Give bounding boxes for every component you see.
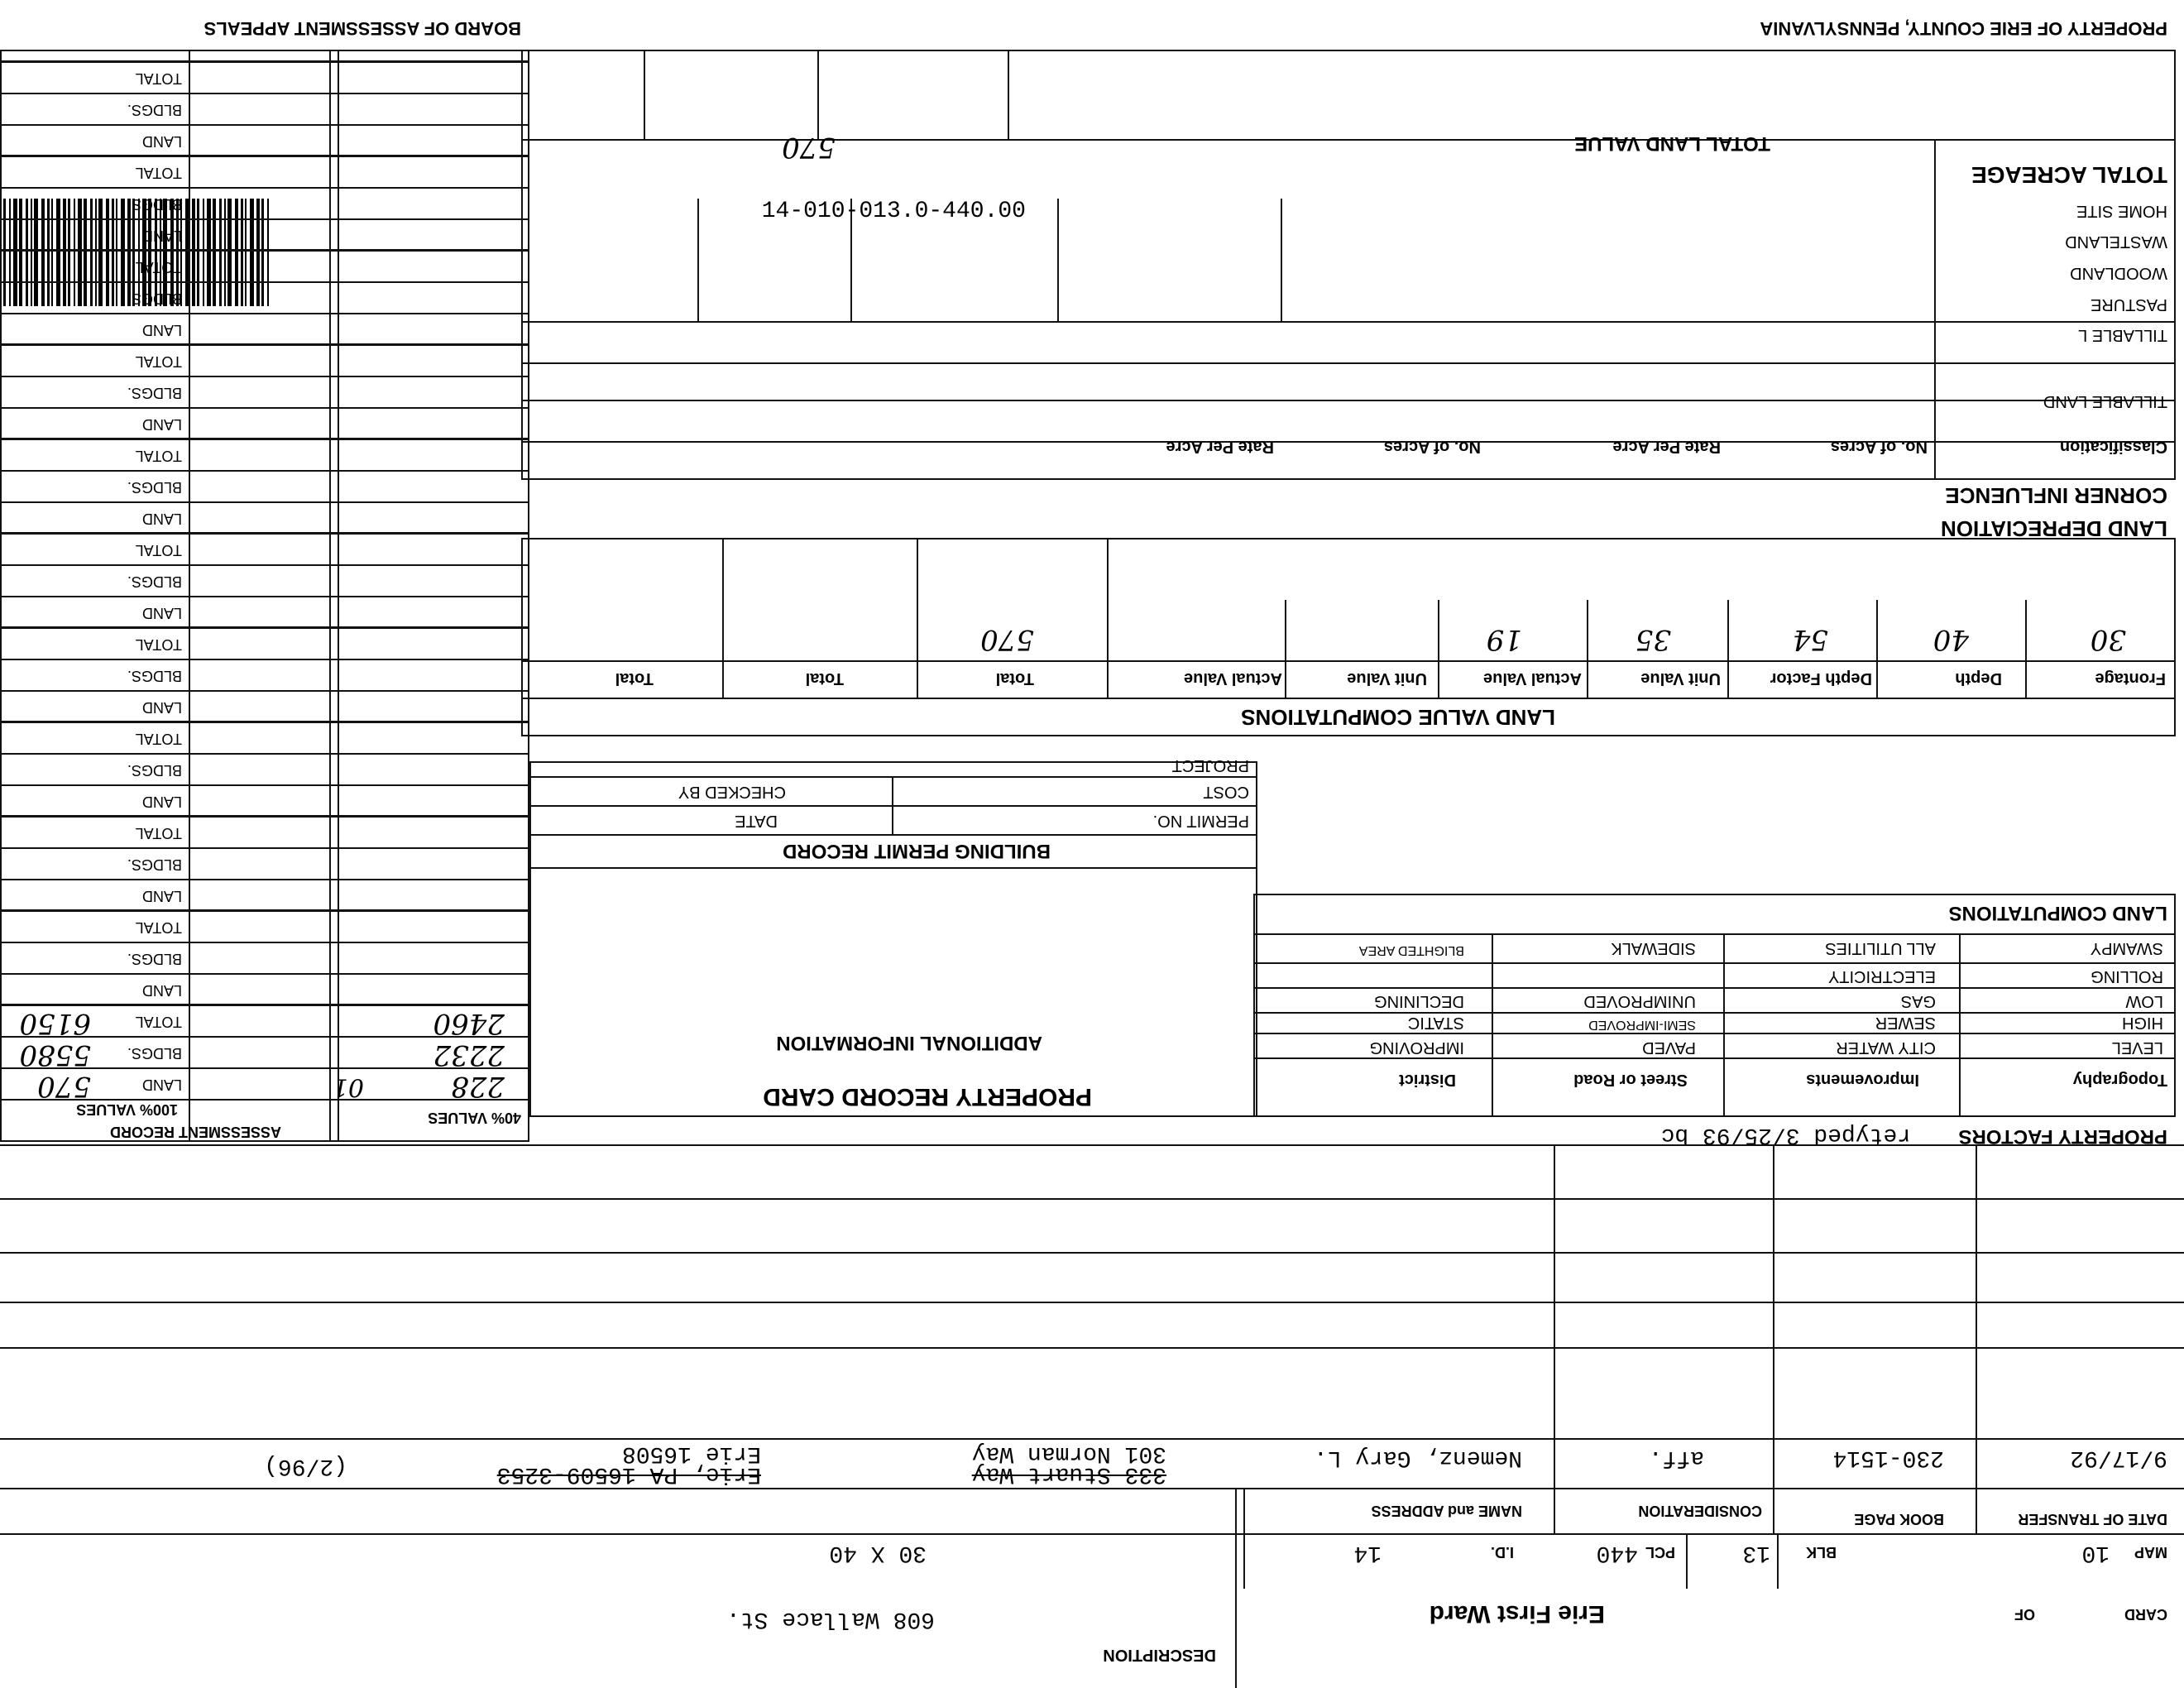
assessment-row-label: BLDGS. xyxy=(127,290,182,307)
assessment-row-label: LAND xyxy=(141,228,182,244)
blk-value: 13 xyxy=(1742,1540,1770,1566)
class-header-acres-2: No. of Acres xyxy=(1383,438,1481,456)
transfer-header-date: DATE OF TRANSFER xyxy=(2018,1511,2167,1527)
street-semi-improved: SEMI-IMPROVED xyxy=(1588,1018,1696,1032)
card-label: CARD xyxy=(2124,1606,2167,1623)
lvc-actual-value: 19 xyxy=(1486,623,1522,656)
hundred-total: 6150 xyxy=(19,1007,91,1040)
improvement-sewer: SEWER xyxy=(1875,1014,1936,1032)
assessment-row-line xyxy=(0,942,529,943)
lvc-frontage: 30 xyxy=(2090,623,2126,656)
property-factors-title: PROPERTY FACTORS xyxy=(1958,1125,2167,1148)
card-of-label: OF xyxy=(2014,1606,2035,1623)
assessment-row-line xyxy=(0,564,529,566)
assessment-row-label: TOTAL xyxy=(135,70,182,87)
acreage-tillable-l: TILLABLE L xyxy=(2078,326,2167,344)
topo-low: LOW xyxy=(2125,992,2163,1010)
district-declining: DECLINING xyxy=(1374,992,1464,1010)
hundred-land: 570 xyxy=(37,1070,91,1103)
record-card-title: PROPERTY RECORD CARD xyxy=(763,1083,1092,1110)
acreage-pasture: PASTURE xyxy=(2091,295,2167,314)
assessment-row-line xyxy=(0,313,529,314)
transfer-address-2: 333 Stuart Way xyxy=(971,1461,1166,1487)
assessment-row-line xyxy=(0,281,529,283)
lvc-depth-factor: 54 xyxy=(1792,623,1828,656)
acreage-wasteland: WASTELAND xyxy=(2065,233,2167,251)
class-header-acres-1: No. of Acres xyxy=(1830,438,1928,456)
assessment-row-label: LAND xyxy=(141,1077,182,1093)
street-sidewalk: SIDEWALK xyxy=(1611,939,1696,957)
header-right: BOARD OF ASSESSMENT APPEALS xyxy=(204,18,521,39)
form-revision: (2/96) xyxy=(264,1453,347,1479)
assessment-row-label: TOTAL xyxy=(135,542,182,559)
land-value-computations-title: LAND VALUE COMPUTATIONS xyxy=(1241,705,1555,730)
topo-high: HIGH xyxy=(2122,1014,2163,1032)
assessment-row-label: LAND xyxy=(141,511,182,527)
total-land-value-label: TOTAL LAND VALUE xyxy=(1574,132,1770,155)
transfer-book-page: 230-1514 xyxy=(1832,1445,1944,1470)
lvc-header-total-2: Total xyxy=(805,669,844,688)
assessment-row-line xyxy=(0,596,529,597)
assessment-row-line xyxy=(0,155,529,157)
transfer-date: 9/17/92 xyxy=(2070,1445,2167,1470)
permit-cost-label: COST xyxy=(1203,783,1249,801)
assessment-row-line xyxy=(0,784,529,786)
street-paved: PAVED xyxy=(1642,1038,1696,1057)
assessment-row-line xyxy=(0,93,529,94)
transfer-name: Nemenz, Gary L. xyxy=(1313,1445,1522,1470)
assessment-row-label: BLDGS. xyxy=(127,856,182,873)
acreage-woodland: WOODLAND xyxy=(2070,264,2167,282)
lot-dimensions: 30 X 40 xyxy=(829,1540,927,1566)
assessment-row-line xyxy=(0,659,529,660)
improvement-gas: GAS xyxy=(1900,992,1936,1010)
class-header-rate-2: Rate Per Acre xyxy=(1166,438,1274,456)
transfer-header-name: NAME and ADDRESS xyxy=(1371,1503,1522,1519)
pf-header-street: Street or Road xyxy=(1573,1071,1688,1089)
district-blighted-area: BLIGHTED AREA xyxy=(1358,943,1464,957)
permit-no-label: PERMIT NO. xyxy=(1152,812,1249,830)
map-value: 10 xyxy=(2081,1540,2110,1566)
assessment-row-line xyxy=(0,909,529,912)
transfer-header-consideration: CONSIDERATION xyxy=(1638,1503,1762,1519)
assessment-row-label: LAND xyxy=(141,982,182,999)
assessment-row-label: TOTAL xyxy=(135,825,182,842)
assessment-row-line xyxy=(0,626,529,629)
class-header-classification: Classification xyxy=(2059,438,2167,456)
assessment-row-line xyxy=(0,753,529,755)
assessment-row-label: TOTAL xyxy=(135,636,182,653)
assessment-row-line xyxy=(0,470,529,472)
acreage-home-site: HOME SITE xyxy=(2076,202,2167,220)
assessment-row-label: LAND xyxy=(141,605,182,621)
pcl-label: PCL xyxy=(1645,1544,1675,1561)
assessment-row-line xyxy=(0,501,529,503)
ward-name: Erie First Ward xyxy=(1429,1600,1605,1628)
assessment-row-line xyxy=(0,847,529,849)
lvc-unit-value: 35 xyxy=(1635,623,1671,656)
assessment-row-line xyxy=(0,187,529,189)
assessment-row-line xyxy=(0,376,529,377)
assessment-row-line xyxy=(0,815,529,818)
assessment-row-line xyxy=(0,438,529,440)
forty-bldgs: 2232 xyxy=(433,1038,505,1072)
assessment-row-label: BLDGS. xyxy=(127,196,182,213)
topo-level: LEVEL xyxy=(2111,1038,2163,1057)
barcode-number: 14-010-013.0-440.00 xyxy=(761,199,1026,224)
permit-date-label: DATE xyxy=(735,812,778,830)
additional-info-label: ADDITIONAL INFORMATION xyxy=(776,1032,1042,1054)
assessment-row-label: TOTAL xyxy=(135,919,182,936)
topo-swampy: SWAMPY xyxy=(2090,939,2163,957)
lvc-header-frontage: Frontage xyxy=(2095,669,2166,688)
assessment-row-label: TOTAL xyxy=(135,731,182,747)
lvc-header-actual-value-1: Actual Value xyxy=(1483,669,1582,688)
assessment-row-line xyxy=(0,343,529,346)
assessment-row-line xyxy=(0,218,529,220)
assessment-row-line xyxy=(0,60,529,63)
assessment-row-label: BLDGS. xyxy=(127,102,182,118)
improvement-city-water: CITY WATER xyxy=(1836,1038,1936,1057)
total-acreage-label: TOTAL ACREAGE xyxy=(1971,162,2167,188)
assessment-row-label: TOTAL xyxy=(135,448,182,464)
assessment-row-label: TOTAL xyxy=(135,1014,182,1030)
property-address: 608 Wallace St. xyxy=(726,1606,935,1632)
pf-header-district: District xyxy=(1399,1071,1456,1089)
pcl-value: 440 xyxy=(1596,1540,1638,1566)
forty-land: 228 xyxy=(451,1070,505,1103)
header-left: PROPERTY OF ERIE COUNTY, PENNSYLVANIA xyxy=(1760,18,2167,39)
assessment-year: 01 xyxy=(332,1072,364,1101)
assessment-row-label: BLDGS. xyxy=(127,479,182,496)
permit-project-label: PROJECT xyxy=(1171,756,1249,774)
district-improving: IMPROVING xyxy=(1369,1038,1464,1057)
building-permit-title: BUILDING PERMIT RECORD xyxy=(783,840,1051,862)
building-permit-record xyxy=(529,761,1257,1117)
lvc-total: 570 xyxy=(980,623,1034,656)
assessment-row-line xyxy=(0,407,529,409)
id-label: I.D. xyxy=(1490,1544,1514,1561)
assessment-row-line xyxy=(0,973,529,975)
pf-header-topography: Topography xyxy=(2072,1071,2167,1089)
assessment-row-line xyxy=(0,124,529,126)
forty-pct-label: 40% VALUES xyxy=(428,1110,521,1126)
assessment-row-label: LAND xyxy=(141,133,182,150)
assessment-row-label: BLDGS. xyxy=(127,668,182,684)
assessment-row-label: LAND xyxy=(141,888,182,904)
land-computations-label: LAND COMPUTATIONS xyxy=(1948,902,2167,924)
improvement-electricity: ELECTRICITY xyxy=(1827,967,1936,985)
assessment-row-line xyxy=(0,532,529,535)
blk-label: BLK xyxy=(1806,1544,1837,1561)
assessment-row-label: BLDGS. xyxy=(127,762,182,779)
map-label: MAP xyxy=(2134,1544,2167,1561)
hundred-bldgs: 5580 xyxy=(19,1038,91,1072)
permit-checked-by-label: CHECKED BY xyxy=(678,783,786,801)
assessment-record-label: ASSESSMENT RECORD xyxy=(109,1124,281,1140)
street-unimproved: UNIMPROVED xyxy=(1583,992,1696,1010)
transfer-address-1: 301 Norman Way xyxy=(971,1441,1166,1466)
lvc-header-actual-value-2: Actual Value xyxy=(1184,669,1282,688)
assessment-row-label: LAND xyxy=(141,322,182,338)
district-static: STATIC xyxy=(1407,1014,1464,1032)
forty-total: 2460 xyxy=(433,1007,505,1040)
lvc-depth: 40 xyxy=(1933,623,1969,656)
lvc-header-unit-value-1: Unit Value xyxy=(1640,669,1721,688)
assessment-row-label: BLDGS. xyxy=(127,1045,182,1062)
assessment-row-label: BLDGS. xyxy=(127,573,182,590)
lvc-header-total-3: Total xyxy=(615,669,654,688)
pf-header-improvements: Improvements xyxy=(1806,1071,1919,1089)
assessment-row-label: BLDGS. xyxy=(127,385,182,401)
transfer-address-2b: Erie, PA 16509-3253 xyxy=(496,1461,761,1487)
id-value: 14 xyxy=(1353,1540,1382,1566)
assessment-row-line xyxy=(0,879,529,880)
transfer-header-book-page: BOOK PAGE xyxy=(1854,1511,1944,1527)
lvc-header-total-1: Total xyxy=(995,669,1034,688)
improvement-all-utilities: ALL UTILITIES xyxy=(1825,939,1936,957)
assessment-row-label: LAND xyxy=(141,794,182,810)
class-header-rate-1: Rate Per Acre xyxy=(1612,438,1721,456)
hundred-pct-label: 100% VALUES xyxy=(76,1101,178,1118)
lvc-header-unit-value-2: Unit Value xyxy=(1347,669,1427,688)
retyped-note: retyped 3/25/93 bc xyxy=(1660,1122,1911,1148)
transfer-address-1b: Erie 16508 xyxy=(621,1441,761,1466)
total-land-value: 570 xyxy=(782,131,836,164)
topo-rolling: ROLLING xyxy=(2091,967,2163,985)
acreage-tillable-land: TILLABLE LAND xyxy=(2043,392,2167,410)
assessment-row-label: LAND xyxy=(141,416,182,433)
assessment-row-line xyxy=(0,249,529,252)
assessment-row-line xyxy=(0,1004,529,1006)
land-section xyxy=(521,50,2176,480)
assessment-row-label: LAND xyxy=(141,699,182,716)
assessment-row-label: TOTAL xyxy=(135,259,182,276)
assessment-row-label: TOTAL xyxy=(135,353,182,370)
lvc-header-depth-factor: Depth Factor xyxy=(1770,669,1872,688)
assessment-row-label: TOTAL xyxy=(135,165,182,181)
land-depreciation-label: LAND DEPRECIATION xyxy=(1941,516,2167,541)
corner-influence-label: CORNER INFLUENCE xyxy=(1945,483,2167,508)
assessment-row-line xyxy=(0,721,529,723)
lvc-header-depth: Depth xyxy=(1955,669,2002,688)
assessment-row-line xyxy=(0,690,529,692)
transfer-consideration: aff. xyxy=(1648,1445,1704,1470)
assessment-row-label: BLDGS. xyxy=(127,951,182,967)
description-label: DESCRIPTION xyxy=(1103,1646,1216,1664)
